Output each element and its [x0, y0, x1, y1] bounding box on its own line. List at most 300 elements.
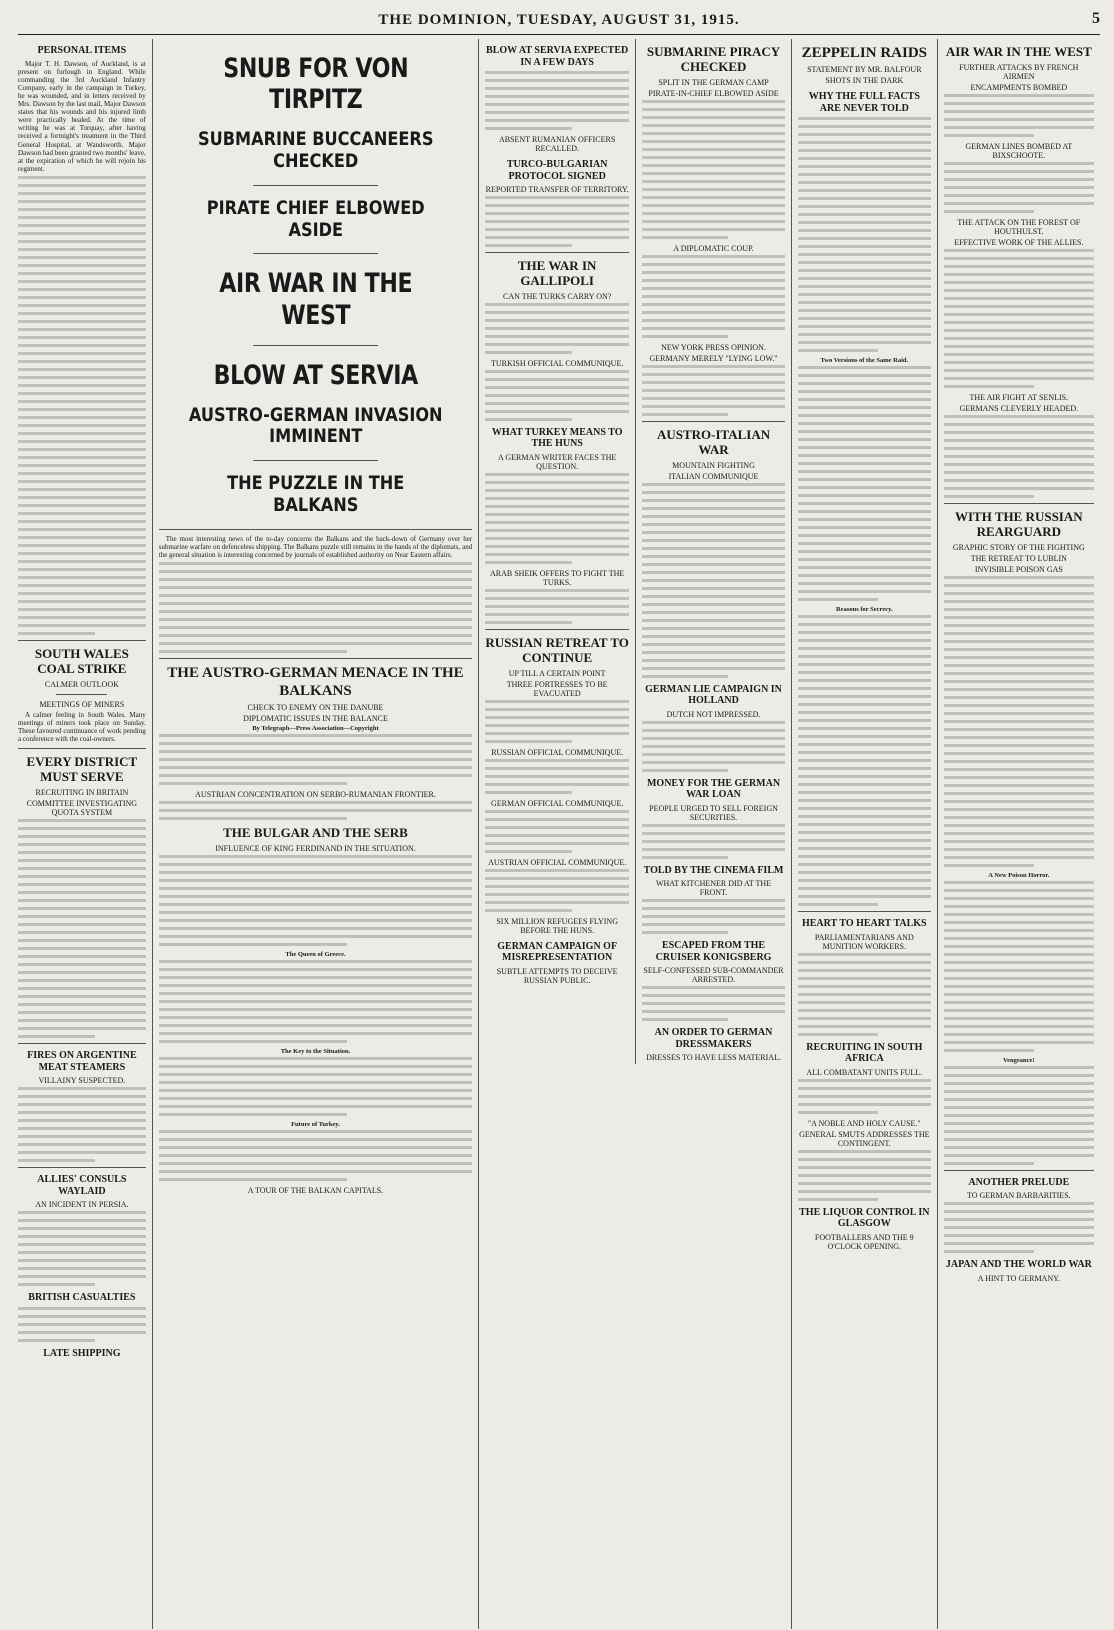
text-line	[159, 642, 472, 645]
text-line	[18, 288, 146, 291]
text-line	[944, 178, 1094, 181]
text-line	[944, 313, 1094, 316]
text-line	[642, 667, 785, 670]
text-line	[798, 598, 878, 601]
text-line	[944, 736, 1094, 739]
order-heading: AN ORDER TO GERMAN DRESSMAKERS	[654, 1027, 773, 1050]
key-text-block	[159, 1057, 472, 1116]
text-line	[798, 961, 931, 964]
text-line	[944, 592, 1094, 595]
text-line	[485, 529, 629, 532]
text-line	[642, 140, 785, 143]
text-line	[159, 766, 472, 769]
consuls-deck: AN INCIDENT IN PERSIA.	[35, 1200, 129, 1210]
text-line	[642, 164, 785, 167]
text-line	[642, 365, 785, 368]
text-line	[485, 561, 571, 564]
text-line	[944, 977, 1094, 980]
text-line	[18, 1087, 146, 1090]
text-line	[159, 1016, 472, 1019]
text-line	[159, 1089, 472, 1092]
text-line	[642, 196, 785, 199]
text-line	[642, 263, 785, 266]
text-line	[798, 759, 931, 762]
text-line	[18, 360, 146, 363]
text-line	[18, 1267, 146, 1270]
text-line	[944, 1122, 1094, 1125]
text-line	[798, 582, 931, 585]
text-line	[18, 907, 146, 910]
text-line	[798, 1158, 931, 1161]
text-line	[642, 840, 785, 843]
text-line	[798, 398, 931, 401]
text-line	[642, 595, 785, 598]
text-line	[798, 839, 931, 842]
concentration-text-block	[159, 801, 472, 820]
short-rule	[253, 185, 378, 186]
text-line	[18, 504, 146, 507]
text-line	[944, 1234, 1094, 1237]
smuts-heading: GENERAL SMUTS ADDRESSES THE CONTINGENT.	[799, 1129, 930, 1148]
text-line	[18, 1251, 146, 1254]
consuls-text-block	[18, 1211, 146, 1286]
text-line	[798, 438, 931, 441]
text-line	[798, 141, 931, 144]
text-line	[944, 202, 1094, 205]
divider	[18, 640, 146, 641]
text-line	[18, 1035, 95, 1038]
text-line	[159, 634, 472, 637]
text-line	[18, 440, 146, 443]
text-line	[798, 1150, 931, 1153]
rearguard-deck-2: THE RETREAT TO LUBLIN	[970, 553, 1067, 563]
text-line	[798, 783, 931, 786]
text-line	[944, 1041, 1094, 1044]
text-line	[18, 955, 146, 958]
text-line	[944, 881, 1094, 884]
text-line	[18, 528, 146, 531]
text-line	[642, 635, 785, 638]
text-line	[944, 905, 1094, 908]
text-line	[642, 611, 785, 614]
text-line	[642, 116, 785, 119]
text-line	[159, 863, 472, 866]
text-line	[944, 640, 1094, 643]
text-line	[642, 132, 785, 135]
text-line	[944, 329, 1094, 332]
text-line	[944, 696, 1094, 699]
text-line	[485, 418, 571, 421]
rearguard-deck: GRAPHIC STORY OF THE FIGHTING	[952, 542, 1085, 552]
text-line	[642, 311, 785, 314]
text-line	[642, 651, 785, 654]
text-line	[159, 610, 472, 613]
district-heading: EVERY DISTRICT MUST SERVE	[26, 754, 138, 785]
liquor-heading: THE LIQUOR CONTROL IN GLASGOW	[799, 1206, 930, 1230]
lying-text-block	[642, 365, 785, 416]
text-line	[642, 563, 785, 566]
reported-deck: REPORTED TRANSFER OF TERRITORY.	[485, 185, 629, 194]
headline-air-war: AIR WAR IN THE WEST	[219, 268, 412, 331]
text-line	[642, 499, 785, 502]
text-line	[944, 1218, 1094, 1221]
text-line	[642, 923, 785, 926]
text-line	[18, 352, 146, 355]
heart-deck: PARLIAMENTARIANS AND MUNITION WORKERS.	[814, 932, 914, 951]
text-line	[18, 1211, 146, 1214]
text-line	[944, 377, 1094, 380]
text-line	[944, 118, 1094, 121]
text-line	[18, 851, 146, 854]
queen-subhead: The Queen of Greece.	[285, 950, 346, 958]
headline-buccaneers: SUBMARINE BUCCANEERS CHECKED	[197, 128, 434, 172]
text-line	[642, 737, 785, 740]
text-line	[944, 345, 1094, 348]
text-line	[944, 1025, 1094, 1028]
text-line	[798, 1001, 931, 1004]
text-line	[798, 566, 931, 569]
text-line	[18, 1259, 146, 1262]
text-line	[642, 255, 785, 258]
text-line	[159, 895, 472, 898]
text-line	[798, 847, 931, 850]
text-line	[18, 608, 146, 611]
text-line	[798, 325, 931, 328]
text-line	[18, 1283, 95, 1286]
blow-heading: BLOW AT SERVIA EXPECTED IN A FEW DAYS	[486, 45, 629, 68]
text-line	[18, 552, 146, 555]
personal-items-heading: PERSONAL ITEMS	[37, 45, 127, 56]
short-rule	[253, 345, 378, 346]
divider	[18, 1043, 146, 1044]
text-line	[944, 856, 1094, 859]
column-2	[152, 39, 478, 1629]
text-line	[642, 587, 785, 590]
text-line	[944, 945, 1094, 948]
money-heading: MONEY FOR THE GERMAN WAR LOAN	[646, 777, 781, 801]
japan-heading: JAPAN AND THE WORLD WAR	[945, 1259, 1092, 1271]
text-line	[159, 1065, 472, 1068]
text-line	[642, 397, 785, 400]
text-line	[798, 173, 931, 176]
text-line	[18, 208, 146, 211]
text-line	[944, 455, 1094, 458]
text-line	[485, 196, 629, 199]
paper-title: THE DOMINION, TUESDAY, AUGUST 31, 1915.	[378, 12, 740, 28]
german-comm-text-block	[485, 810, 629, 853]
reasons-subhead: Reasons for Secrecy.	[835, 606, 893, 614]
two-versions-text-block	[798, 366, 931, 601]
order-deck: DRESSES TO HAVE LESS MATERIAL.	[646, 1053, 781, 1063]
text-line	[642, 675, 728, 678]
austro-deck: MOUNTAIN FIGHTING	[672, 460, 755, 470]
text-line	[18, 1323, 146, 1326]
text-line	[798, 213, 931, 216]
page-number: 5	[1092, 10, 1100, 27]
coup-heading: A DIPLOMATIC COUP.	[673, 243, 754, 253]
text-line	[944, 186, 1094, 189]
text-line	[798, 863, 931, 866]
text-line	[485, 370, 629, 373]
lie-deck: DUTCH NOT IMPRESSED.	[666, 709, 761, 719]
text-line	[944, 744, 1094, 747]
lines-heading: GERMAN LINES BOMBED AT BIXSCHOOTE.	[965, 141, 1073, 160]
text-line	[798, 245, 931, 248]
text-line	[798, 767, 931, 770]
text-line	[798, 1182, 931, 1185]
text-line	[944, 297, 1094, 300]
coup-text-block	[642, 255, 785, 338]
text-line	[642, 986, 785, 989]
text-line	[485, 783, 629, 786]
text-line	[944, 463, 1094, 466]
text-line	[18, 1315, 146, 1318]
austro-deck-2: ITALIAN COMMUNIQUE	[668, 471, 759, 481]
text-line	[485, 759, 629, 762]
text-line	[159, 1024, 472, 1027]
text-line	[642, 603, 785, 606]
text-line	[798, 791, 931, 794]
text-line	[944, 1210, 1094, 1213]
text-line	[798, 855, 931, 858]
text-line	[18, 915, 146, 918]
text-line	[944, 94, 1094, 97]
sheik-heading: ARAB SHEIK OFFERS TO FIGHT THE TURKS.	[489, 568, 625, 587]
text-line	[944, 616, 1094, 619]
text-line	[18, 264, 146, 267]
text-line	[944, 1017, 1094, 1020]
text-line	[944, 1009, 1094, 1012]
text-line	[642, 824, 785, 827]
text-line	[18, 1243, 146, 1246]
text-line	[159, 1081, 472, 1084]
headline-puzzle: THE PUZZLE IN THE BALKANS	[226, 472, 405, 517]
text-line	[485, 826, 629, 829]
text-line	[642, 659, 785, 662]
text-line	[798, 197, 931, 200]
byline: By Telegraph—Press Association—Copyright	[252, 724, 379, 732]
text-line	[18, 1143, 146, 1146]
text-line	[944, 1242, 1094, 1245]
text-line	[798, 478, 931, 481]
text-line	[798, 534, 931, 537]
text-line	[944, 415, 1094, 418]
text-line	[485, 311, 629, 314]
text-line	[18, 624, 146, 627]
text-line	[18, 544, 146, 547]
text-line	[485, 335, 629, 338]
text-line	[798, 301, 931, 304]
text-line	[159, 960, 472, 963]
text-line	[642, 856, 728, 859]
text-line	[159, 1073, 472, 1076]
menace-text-block	[159, 734, 472, 785]
text-line	[944, 728, 1094, 731]
text-line	[642, 721, 785, 724]
text-line	[18, 328, 146, 331]
divider	[944, 1170, 1094, 1171]
zeppelin-deck-2: SHOTS IN THE DARK	[825, 76, 904, 86]
text-line	[798, 1087, 931, 1090]
turkey-text-block	[159, 1130, 472, 1181]
escaped-heading: ESCAPED FROM THE CRUISER KONIGSBERG	[655, 940, 772, 963]
text-line	[944, 431, 1094, 434]
text-line	[944, 249, 1094, 252]
menace-deck: CHECK TO ENEMY ON THE DANUBE	[247, 702, 384, 712]
text-line	[159, 1000, 472, 1003]
text-line	[485, 605, 629, 608]
text-line	[485, 212, 629, 215]
text-line	[944, 712, 1094, 715]
text-line	[798, 510, 931, 513]
lines-text-block	[944, 162, 1094, 213]
text-line	[798, 735, 931, 738]
text-line	[159, 801, 472, 804]
text-line	[944, 720, 1094, 723]
text-line	[18, 875, 146, 878]
text-line	[159, 855, 472, 858]
text-line	[159, 1138, 472, 1141]
text-line	[159, 935, 472, 938]
text-line	[159, 1040, 347, 1043]
text-line	[798, 679, 931, 682]
personal-items-text: Major T. H. Dawson, of Auckland, is at present on furlough in England. While commanding the 3rd Auckland Infantry Company, early in the campaign in Turkey, he was wounded, and in letters received by Mrs. Dawson by the last mail, Major Dawson states that his wounds and his injured limb were practically healed. At the time of writing he was at Torquay, after having received a fortnight's treatment in the Third General Hospital, at Wandsworth. Major Dawson had been granted two months' leave, at the expiration of which he will rejoin his regiment.	[18, 59, 146, 173]
text-line	[18, 1331, 146, 1334]
text-line	[798, 695, 931, 698]
text-line	[944, 273, 1094, 276]
text-line	[642, 915, 785, 918]
text-line	[798, 1103, 931, 1106]
text-line	[798, 486, 931, 489]
text-line	[485, 740, 571, 743]
text-line	[18, 859, 146, 862]
text-line	[485, 700, 629, 703]
air-war-deck: FURTHER ATTACKS BY FRENCH AIRMEN	[959, 62, 1079, 81]
text-line	[485, 767, 629, 770]
text-line	[944, 1250, 1034, 1253]
text-line	[798, 269, 931, 272]
masthead	[18, 10, 1100, 35]
text-line	[944, 929, 1094, 932]
text-line	[18, 1111, 146, 1114]
text-line	[642, 531, 785, 534]
text-line	[798, 221, 931, 224]
text-line	[18, 184, 146, 187]
text-line	[944, 961, 1094, 964]
text-line	[944, 385, 1034, 388]
text-line	[944, 832, 1094, 835]
vengeance-subhead: Vengeance!	[1003, 1056, 1035, 1064]
sheik-text-block	[485, 589, 629, 624]
text-line	[18, 600, 146, 603]
text-line	[798, 993, 931, 996]
text-line	[485, 127, 571, 130]
text-line	[18, 632, 95, 635]
austrian-comm: AUSTRIAN OFFICIAL COMMUNIQUE.	[488, 857, 627, 867]
text-line	[642, 832, 785, 835]
text-line	[18, 376, 146, 379]
text-line	[159, 943, 347, 946]
text-line	[642, 236, 728, 239]
text-line	[798, 895, 931, 898]
text-line	[18, 1151, 146, 1154]
text-line	[159, 618, 472, 621]
text-line	[485, 521, 629, 524]
text-line	[485, 220, 629, 223]
text-line	[798, 366, 931, 369]
text-line	[798, 1174, 931, 1177]
text-line	[485, 95, 629, 98]
text-line	[798, 879, 931, 882]
huns-text-block	[485, 473, 629, 564]
turkish-comm: TURKISH OFFICIAL COMMUNIQUE.	[490, 358, 624, 368]
text-line	[798, 887, 931, 890]
forest-text-block	[944, 249, 1094, 388]
text-line	[18, 176, 146, 179]
text-line	[18, 1119, 146, 1122]
text-line	[159, 1032, 472, 1035]
money-text-block	[642, 824, 785, 859]
rearguard-text-block	[944, 576, 1094, 867]
text-line	[944, 776, 1094, 779]
column-3b	[636, 39, 785, 1064]
text-line	[944, 688, 1094, 691]
text-line	[944, 993, 1094, 996]
text-line	[798, 430, 931, 433]
text-line	[642, 643, 785, 646]
text-line	[944, 479, 1094, 482]
text-line	[798, 1009, 931, 1012]
text-line	[159, 602, 472, 605]
text-line	[642, 899, 785, 902]
text-line	[18, 480, 146, 483]
short-rule	[253, 253, 378, 254]
russian-comm: RUSSIAN OFFICIAL COMMUNIQUE.	[491, 747, 624, 757]
text-line	[798, 1198, 878, 1201]
menace-deck-2: DIPLOMATIC ISSUES IN THE BALANCE	[243, 713, 388, 723]
text-line	[18, 1275, 146, 1278]
text-line	[944, 257, 1094, 260]
text-line	[798, 831, 931, 834]
text-line	[18, 843, 146, 846]
air-war-heading: AIR WAR IN THE WEST	[945, 44, 1092, 59]
text-line	[159, 1105, 472, 1108]
wales-strike-deck: CALMER OUTLOOK	[44, 679, 119, 689]
text-line	[798, 671, 931, 674]
queen-text-block	[159, 960, 472, 1043]
text-line	[642, 745, 785, 748]
divider	[18, 748, 146, 749]
text-line	[642, 220, 785, 223]
text-line	[642, 271, 785, 274]
divider	[485, 629, 629, 630]
text-line	[798, 390, 931, 393]
text-line	[159, 911, 472, 914]
text-line	[944, 1226, 1094, 1229]
text-line	[944, 824, 1094, 827]
text-line	[18, 995, 146, 998]
text-line	[798, 117, 931, 120]
text-line	[798, 494, 931, 497]
text-line	[798, 815, 931, 818]
text-line	[798, 285, 931, 288]
text-line	[798, 205, 931, 208]
text-line	[798, 1166, 931, 1169]
text-line	[18, 827, 146, 830]
text-line	[18, 520, 146, 523]
short-rule	[253, 460, 378, 461]
gallipoli-deck: CAN THE TURKS CARRY ON?	[503, 291, 612, 301]
